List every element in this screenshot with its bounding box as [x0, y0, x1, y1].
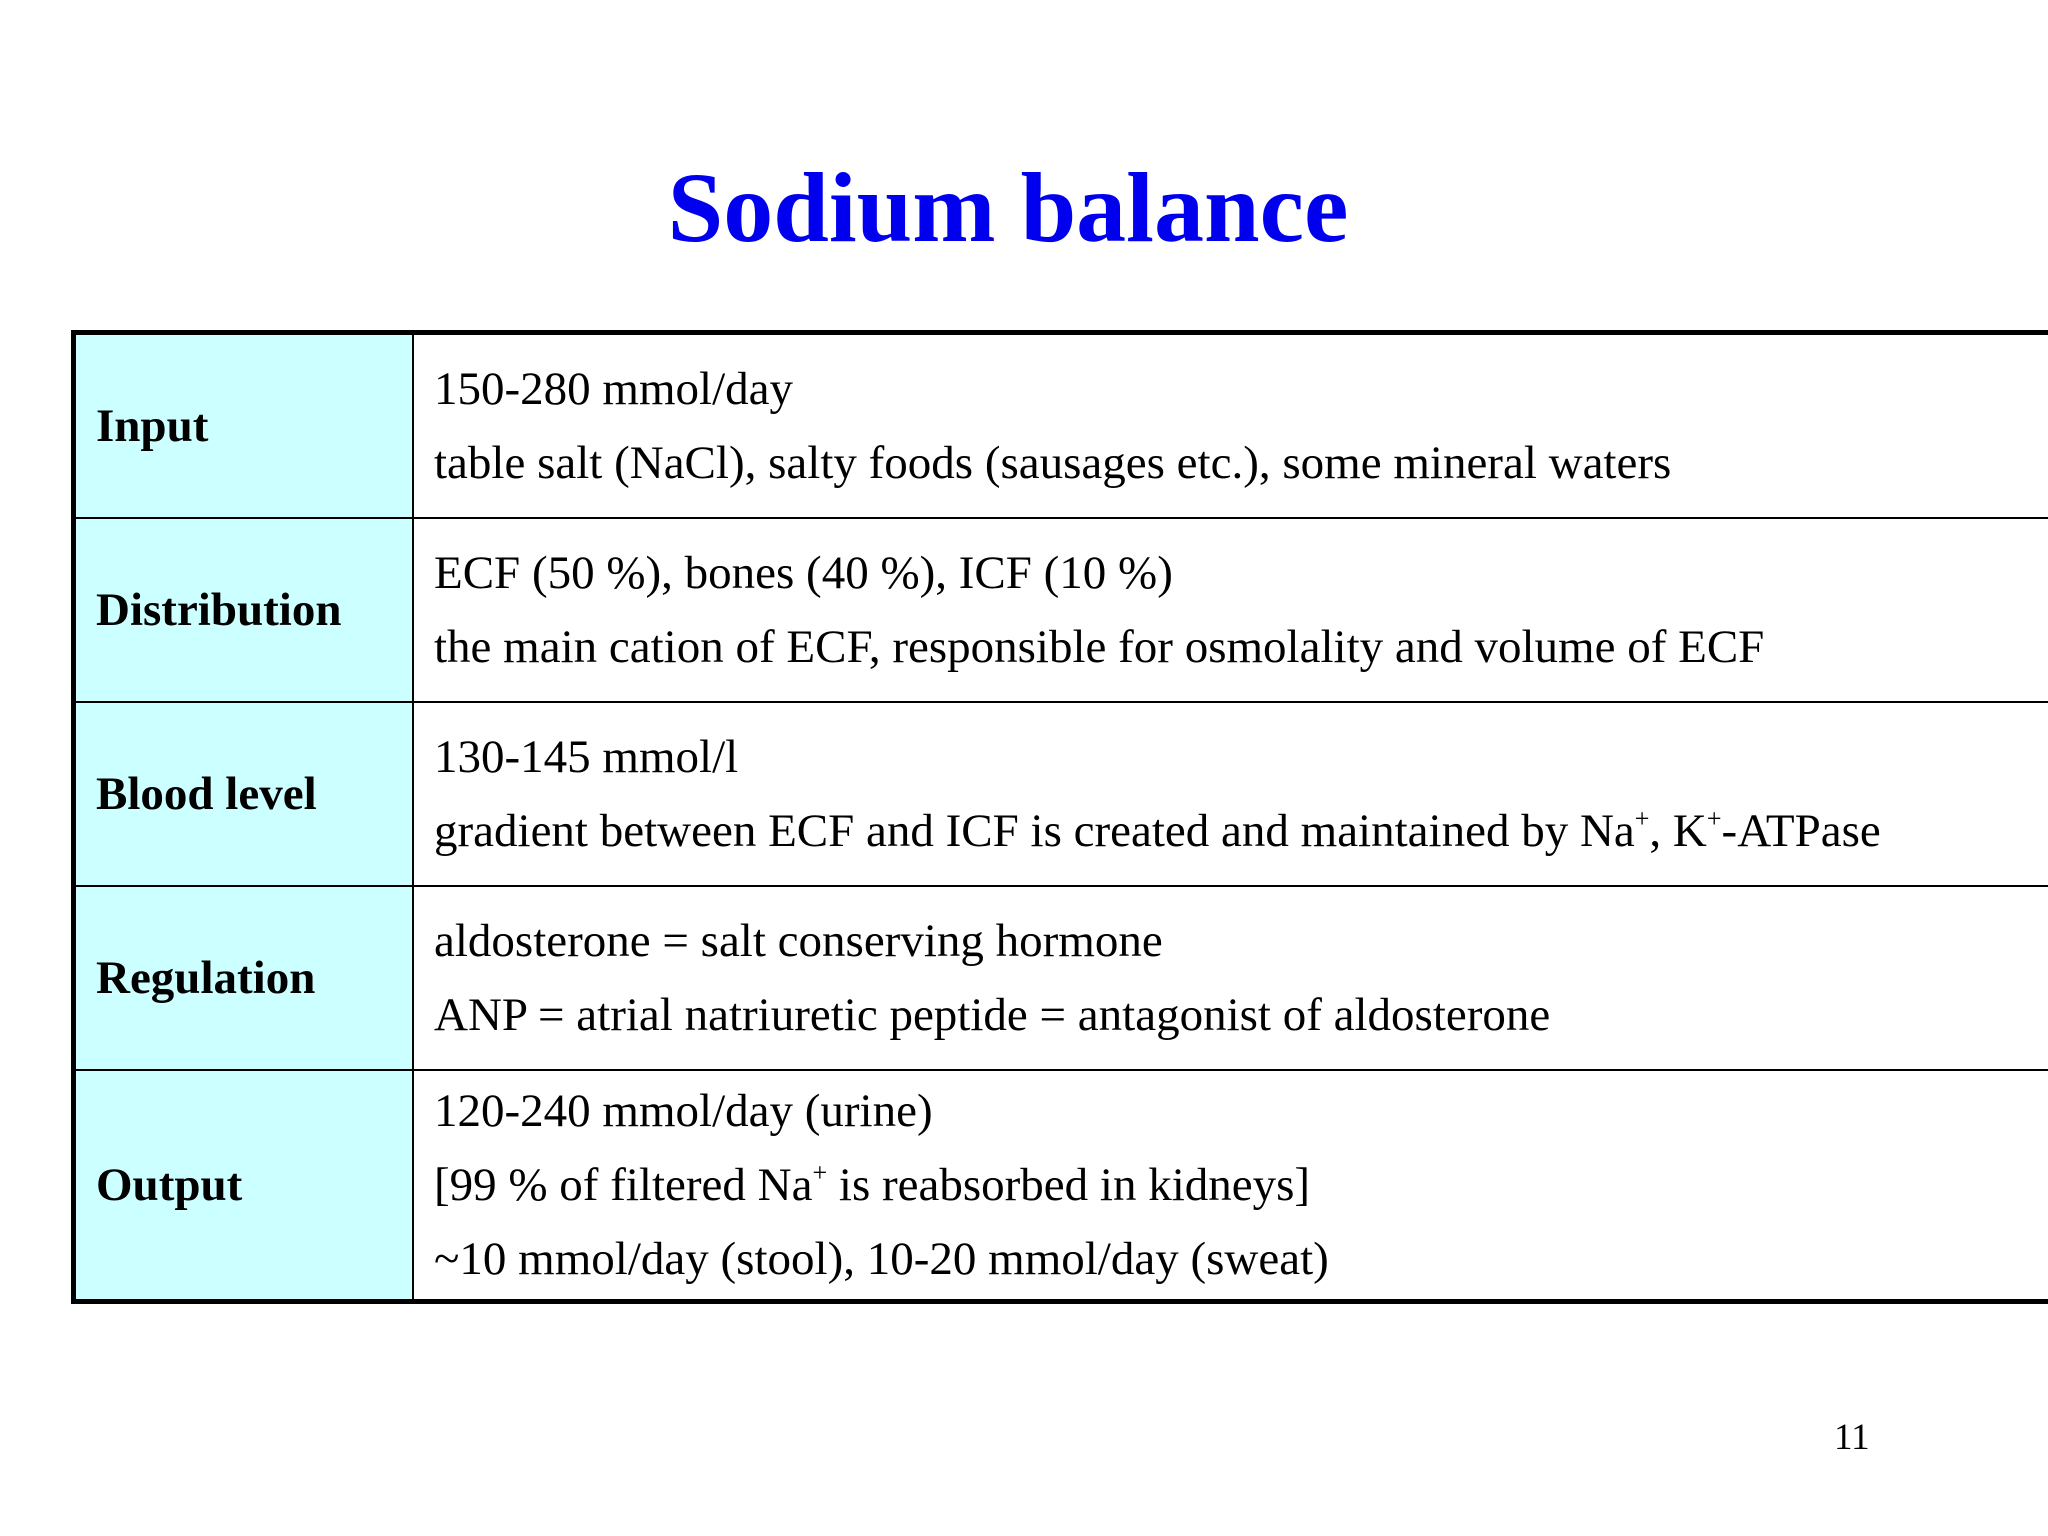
row-content-distribution [413, 518, 2048, 702]
row-label-distribution: Distribution [74, 518, 414, 702]
table-row-output [74, 1070, 2048, 1302]
row-label-blood-level: Blood level [74, 702, 414, 886]
content-line [434, 1148, 2048, 1222]
table-row-distribution [74, 518, 2048, 702]
content-line: 130-145 mmol/l [434, 731, 739, 783]
content-line: aldosterone = salt conserving hormone [434, 915, 1163, 967]
table-row-regulation [74, 886, 2048, 1070]
content-line: table salt (NaCl), salty foods (sausages etc.), some mineral waters [434, 437, 1672, 489]
content-line: ~10 mmol/day (stool), 10-20 mmol/day (sweat) [434, 1233, 1329, 1285]
content-line: ANP = atrial natriuretic peptide = antagonist of aldosterone [434, 989, 1551, 1041]
text-segment: gradient between ECF and ICF is created and maintained by Na [434, 805, 1635, 857]
content-line: ECF (50 %), bones (40 %), ICF (10 %) [434, 547, 1173, 599]
text-segment: is reabsorbed in kidneys] [827, 1159, 1311, 1211]
row-label-output: Output [74, 1070, 414, 1302]
content-line [434, 794, 2048, 868]
text-segment: , K [1649, 805, 1707, 857]
table-row-blood-level [74, 702, 2048, 886]
text-segment: -ATPase [1721, 805, 1881, 857]
content-line: the main cation of ECF, responsible for osmolality and volume of ECF [434, 621, 1765, 673]
superscript: + [1706, 804, 1722, 834]
row-content-blood-level [413, 702, 2048, 886]
content-line: 150-280 mmol/day [434, 363, 793, 415]
text-segment: [99 % of filtered Na [434, 1159, 813, 1211]
content-line: 120-240 mmol/day (urine) [434, 1085, 933, 1137]
superscript: + [1634, 804, 1650, 834]
slide-title: Sodium balance [667, 152, 1349, 263]
table-row-input [74, 333, 2048, 519]
row-content-output [413, 1070, 2048, 1302]
row-label-regulation: Regulation [74, 886, 414, 1070]
row-content-input [413, 333, 2048, 519]
page-number: 11 [1834, 1417, 1870, 1458]
sodium-balance-table [71, 330, 2048, 1304]
row-content-regulation [413, 886, 2048, 1070]
superscript: + [812, 1158, 828, 1188]
row-label-input: Input [74, 333, 414, 519]
